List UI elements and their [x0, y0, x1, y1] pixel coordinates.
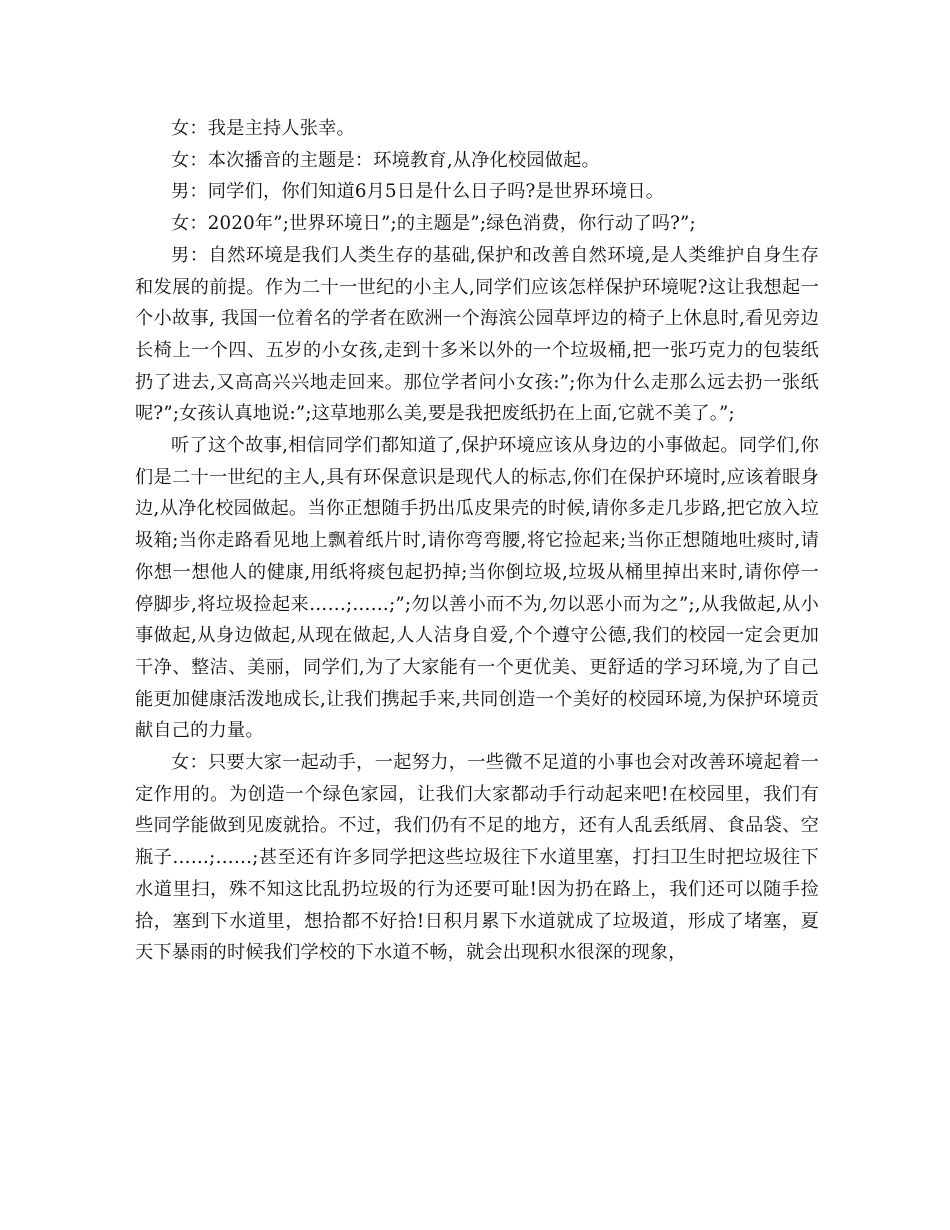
paragraph-small-things: 听了这个故事,相信同学们都知道了,保护环境应该从身边的小事做起。同学们,你们是二十一世纪的主人,具有环保意识是现代人的标志,你们在保护环境时,应该着眼身边,从净化校园做起。当你正想随手扔出瓜皮果壳的时候,请你多走几步路,把它放入垃圾箱;当你走路看见地上飘着纸片时,请你弯弯腰,将它捡起来;当你正想随地吐痰时,请你想一想他人的健康,用纸将痰包起扔掉;当你倒垃圾,垃圾从桶里掉出来时,请你停一停脚步,将垃圾捡起来……;……;”;勿以善小而不为,勿以恶小而为之”;,从我做起,从小事做起,从身边做起,从现在做起,人人洁身自爱,个个遵守公德,我们的校园一定会更加干净、整洁、美丽，同学们,为了大家能有一个更优美、更舒适的学习环境,为了自己能更加健康活泼地成长,让我们携起手来,共同创造一个美好的校园环境,为保护环境贡献自己的力量。	[135, 435, 819, 742]
paragraph-green-campus: 女：只要大家一起动手，一起努力，一些微不足道的小事也会对改善环境起着一定作用的。为创造一个绿色家园，让我们大家都动手行动起来吧!在校园里，我们有些同学能做到见废就拾。不过，我们仍有不足的地方，还有人乱丢纸屑、食品袋、空瓶子……;……;甚至还有许多同学把这些垃圾往下水道里塞，打扫卫生时把垃圾往下水道里扫，殊不知这比乱扔垃圾的行为还要可耻!因为扔在路上，我们还可以随手捡拾，塞到下水道里，想拾都不好拾!日积月累下水道就成了垃圾道，形成了堵塞，夏天下暴雨的时候我们学校的下水道不畅，就会出现积水很深的现象，	[135, 752, 819, 964]
paragraph-broadcast-theme: 女：本次播音的主题是：环境教育,从净化校园做起。	[171, 149, 600, 171]
document-body	[135, 113, 819, 969]
paragraph-year-theme: 女：2020年”;世界环境日”;的主题是”;绿色消费，你行动了吗?”;	[171, 213, 696, 235]
paragraph-host-intro: 女：我是主持人张幸。	[171, 118, 355, 139]
paragraph-environment-day: 男：同学们，你们知道6月5日是什么日子吗?是世界环境日。	[171, 181, 665, 203]
paragraph-story: 男：自然环境是我们人类生存的基础,保护和改善自然环境,是人类维护自身生存和发展的前提。作为二十一世纪的小主人,同学们应该怎样保护环境呢?这让我想起一个小故事, 我国一位着名的学者在欧洲一个海滨公园草坪边的椅子上休息时,看见旁边长椅上一个四、五岁的小女孩,走到十多米以外的一个垃圾桶,把一张巧克力的包装纸扔了进去,又高高兴兴地走回来。那位学者问小女孩:”;你为什么走那么远去扔一张纸呢?”;女孩认真地说:”;这草地那么美,要是我把废纸扔在上面,它就不美了。”;	[135, 244, 819, 425]
